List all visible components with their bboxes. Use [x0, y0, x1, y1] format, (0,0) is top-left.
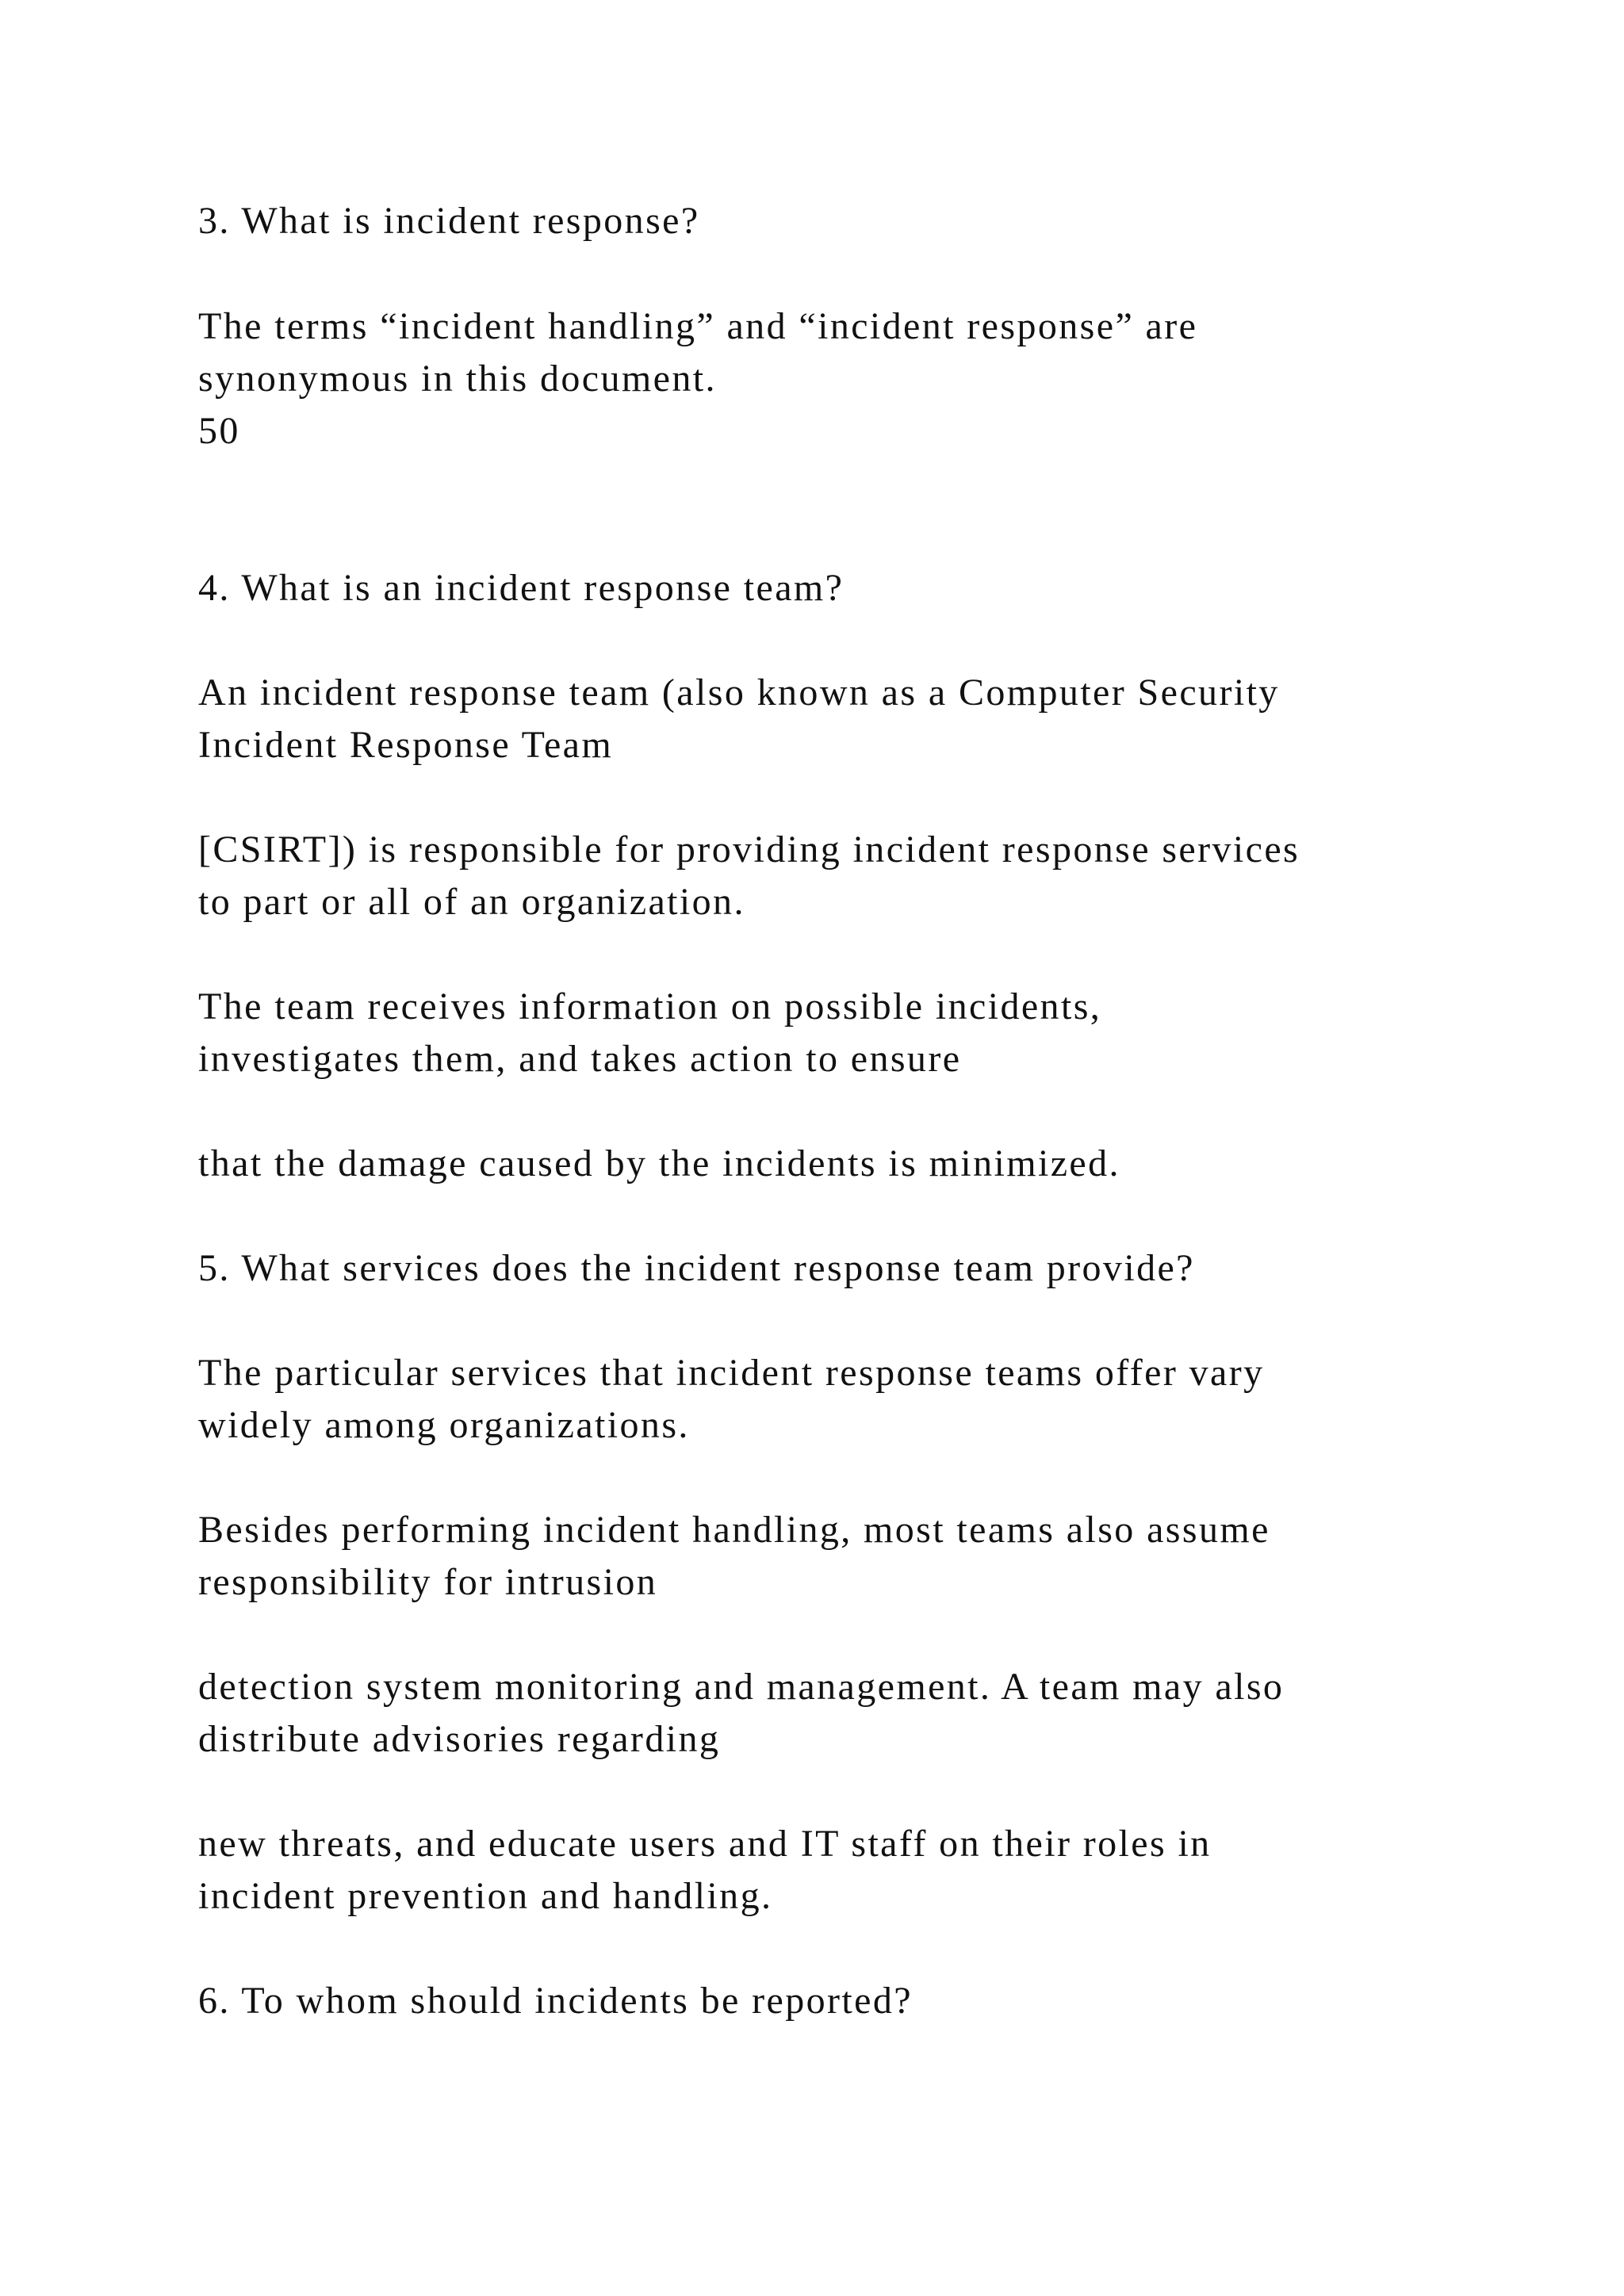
question-3-heading: 3. What is incident response?: [198, 200, 700, 242]
answer-4-para-1-line-2: Incident Response Team: [198, 724, 614, 766]
answer-5-para-2-line-1: Besides performing incident handling, most teams also assume: [198, 1509, 1270, 1551]
question-4-heading: 4. What is an incident response team?: [198, 567, 845, 609]
answer-5-para-4-line-2: incident prevention and handling.: [198, 1875, 773, 1917]
answer-4-para-4-line-1: that the damage caused by the incidents is minimized.: [198, 1142, 1120, 1184]
answer-4-para-3-line-2: investigates them, and takes action to ensure: [198, 1038, 962, 1080]
answer-4-para-1-line-1: An incident response team (also known as a Computer Security: [198, 672, 1280, 714]
answer-3-line-1: The terms “incident handling” and “incident response” are: [198, 305, 1198, 347]
answer-4-para-2-line-2: to part or all of an organization.: [198, 881, 745, 923]
answer-5-para-4-line-1: new threats, and educate users and IT staff on their roles in: [198, 1823, 1212, 1865]
question-5-heading: 5. What services does the incident response team provide?: [198, 1247, 1195, 1289]
answer-3-line-2: synonymous in this document.: [198, 358, 717, 400]
question-6-heading: 6. To whom should incidents be reported?: [198, 1980, 913, 2022]
answer-4-para-3-line-1: The team receives information on possible incidents,: [198, 985, 1102, 1027]
answer-5-para-1-line-1: The particular services that incident response teams offer vary: [198, 1352, 1265, 1394]
answer-5-para-3-line-1: detection system monitoring and management. A team may also: [198, 1666, 1285, 1708]
answer-5-para-3-line-2: distribute advisories regarding: [198, 1718, 721, 1760]
answer-5-para-1-line-2: widely among organizations.: [198, 1404, 690, 1446]
answer-4-para-2-line-1: [CSIRT]) is responsible for providing incident response services: [198, 828, 1300, 871]
page-number: 50: [198, 410, 240, 452]
answer-5-para-2-line-2: responsibility for intrusion: [198, 1561, 658, 1603]
